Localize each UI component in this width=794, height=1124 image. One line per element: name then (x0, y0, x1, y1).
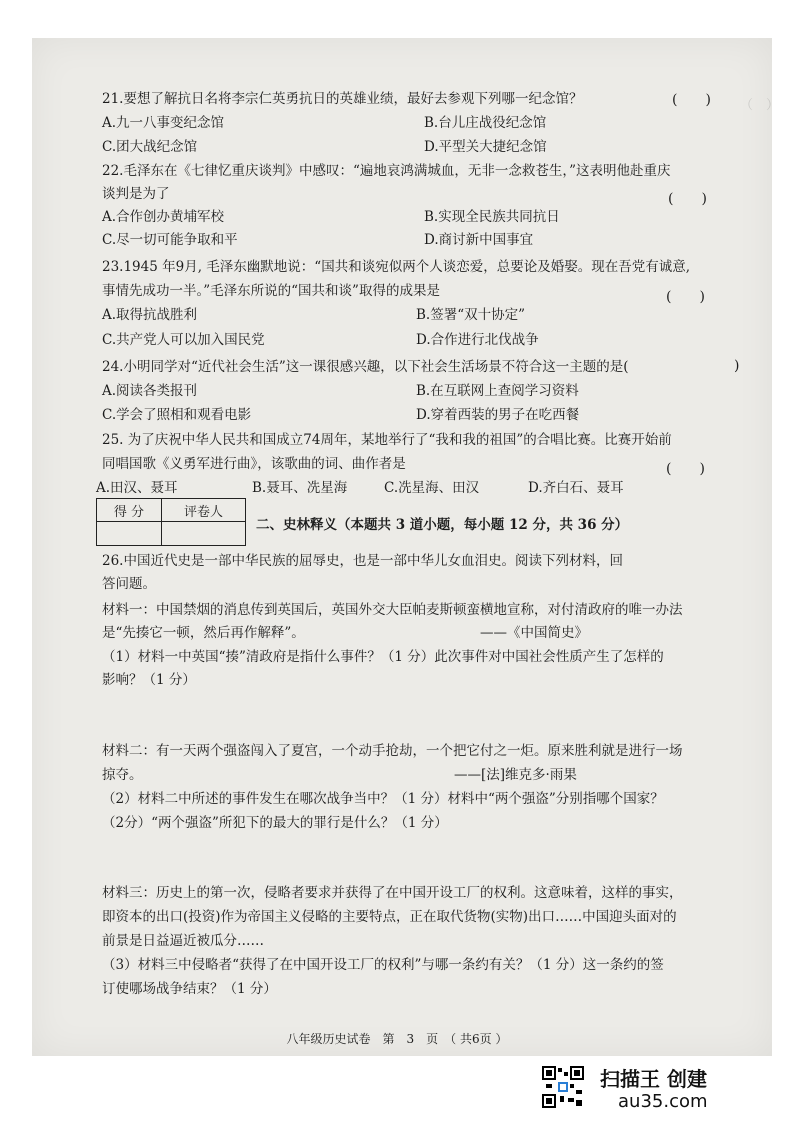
grader-label: 评卷人 (183, 505, 223, 520)
q26-sub3-line1: （3）材料三中侵略者“获得了在中国开设工厂的权利”与哪一条约有关？（1 分）这一条约的签 (102, 957, 664, 973)
q23-option-b: B.签署“双十协定” (416, 307, 526, 323)
material-3-line1: 材料三：历史上的第一次，侵略者要求并获得了在中国开设工厂的权利。这意味着，这样的事实， (102, 885, 683, 901)
q21-answer-paren: ( ) (672, 92, 711, 108)
q23-option-a: A.取得抗战胜利 (102, 307, 198, 323)
scanner-brand: 扫描王 创建 (600, 1067, 707, 1091)
q21-stem: 21.要想了解抗日名将李宗仁英勇抗日的英雄业绩，最好去参观下列哪一纪念馆？ (102, 91, 583, 107)
section-2-title: 二、史林释义（本题共 3 道小题，每小题 12 分，共 36 分） (256, 517, 629, 533)
q22-answer-paren: ( ) (668, 191, 707, 207)
material-1-source: ——《中国简史》 (480, 625, 588, 641)
q25-stem-line2: 同唱国歌《义勇军进行曲》，该歌曲的词、曲作者是 (102, 456, 406, 472)
q21-option-b: B.台儿庄战役纪念馆 (424, 115, 547, 131)
material-3-line2: 即资本的出口(投资)作为帝国主义侵略的主要特点，正在取代货物(实物)出口……中国迎头面对的 (102, 909, 677, 925)
q23-answer-paren: ( ) (666, 289, 705, 305)
page-footer: 八年级历史试卷 第 3 页 （ 共6页 ） (286, 1032, 508, 1046)
q22-stem-line1: 22.毛泽东在《七律忆重庆谈判》中感叹：“遍地哀鸿满城血，无非一念救苍生，”这表明他赴重庆 (102, 163, 671, 179)
qr-code-icon (542, 1066, 584, 1108)
q26-intro-line2: 答问题。 (102, 576, 156, 592)
q24-option-c: C.学会了照相和观看电影 (102, 407, 252, 423)
q22-stem-line2: 谈判是为了 (102, 186, 170, 202)
material-2-source: ——[法]维克多·雨果 (454, 767, 577, 783)
q21-option-c: C.团大战纪念馆 (102, 139, 198, 155)
q25-option-d: D.齐白石、聂耳 (528, 480, 624, 496)
scanner-site: au35.com (618, 1091, 708, 1112)
q22-option-b: B.实现全民族共同抗日 (424, 209, 560, 225)
q24-option-d: D.穿着西装的男子在吃西餐 (416, 407, 580, 423)
q24-option-a: A.阅读各类报刊 (102, 383, 198, 399)
q25-option-a: A.田汉、聂耳 (96, 480, 178, 496)
q24-answer-paren: ) (734, 358, 740, 374)
q21-option-d: D.平型关大捷纪念馆 (424, 139, 547, 155)
q26-sub2-line1: （2）材料二中所述的事件发生在哪次战争当中？（1 分）材料中“两个强盗”分别指哪个国家？ (102, 791, 664, 807)
q26-sub1-line2: 影响？（1 分） (102, 672, 196, 688)
q25-option-c: C.冼星海、田汉 (384, 480, 480, 496)
q23-stem-line2: 事情先成功一半。”毛泽东所说的“国共和谈”取得的成果是 (102, 283, 440, 299)
q23-option-d: D.合作进行北伐战争 (416, 332, 539, 348)
q25-option-b: B.聂耳、冼星海 (252, 480, 348, 496)
q25-stem-line1: 25. 为了庆祝中华人民共和国成立74周年，某地举行了“我和我的祖国”的合唱比赛。比赛开始前 (102, 432, 672, 448)
material-2-line1: 材料二：有一天两个强盗闯入了夏宫，一个动手抢劫，一个把它付之一炬。原来胜利就是进行一场 (102, 743, 683, 759)
q26-sub2-line2: （2分）“两个强盗”所犯下的最大的罪行是什么？（1 分） (102, 815, 448, 831)
q24-stem: 24.小明同学对“近代社会生活”这一课很感兴趣，以下社会生活场景不符合这一主题的是( (102, 359, 629, 375)
score-box (96, 498, 246, 546)
q22-option-c: C.尽一切可能争取和平 (102, 232, 238, 248)
q26-sub1-line1: （1）材料一中英国“揍”清政府是指什么事件？（1 分）此次事件对中国社会性质产生了怎样的 (102, 649, 664, 665)
score-label: 得 分 (113, 505, 145, 520)
material-1-line1: 材料一：中国禁烟的消息传到英国后，英国外交大臣帕麦斯顿蛮横地宣称，对付清政府的唯一办法 (102, 602, 683, 618)
q21-option-a: A.九一八事变纪念馆 (102, 115, 225, 131)
q26-intro-line1: 26.中国近代史是一部中华民族的屈辱史，也是一部中华儿女血泪史。阅读下列材料，回 (102, 553, 623, 569)
q23-stem-line1: 23.1945 年9月, 毛泽东幽默地说：“国共和谈宛似两个人谈恋爱，总要论及婚娶。现在吾党有诚意, (102, 259, 690, 275)
material-2-line2: 掠夺。 (102, 767, 143, 783)
q22-option-a: A.合作创办黄埔军校 (102, 209, 225, 225)
material-3-line3: 前景是日益逼近被瓜分…… (102, 933, 264, 949)
q25-answer-paren: ( ) (666, 461, 705, 477)
material-1-line2: 是“先揍它一顿，然后再作解释”。 (102, 625, 305, 641)
q26-sub3-line2: 订使哪场战争结束？（1 分） (102, 981, 277, 997)
q22-option-d: D.商讨新中国事宜 (424, 232, 534, 248)
q23-option-c: C.共产党人可以加入国民党 (102, 332, 265, 348)
q24-option-b: B.在互联网上查阅学习资料 (416, 383, 579, 399)
